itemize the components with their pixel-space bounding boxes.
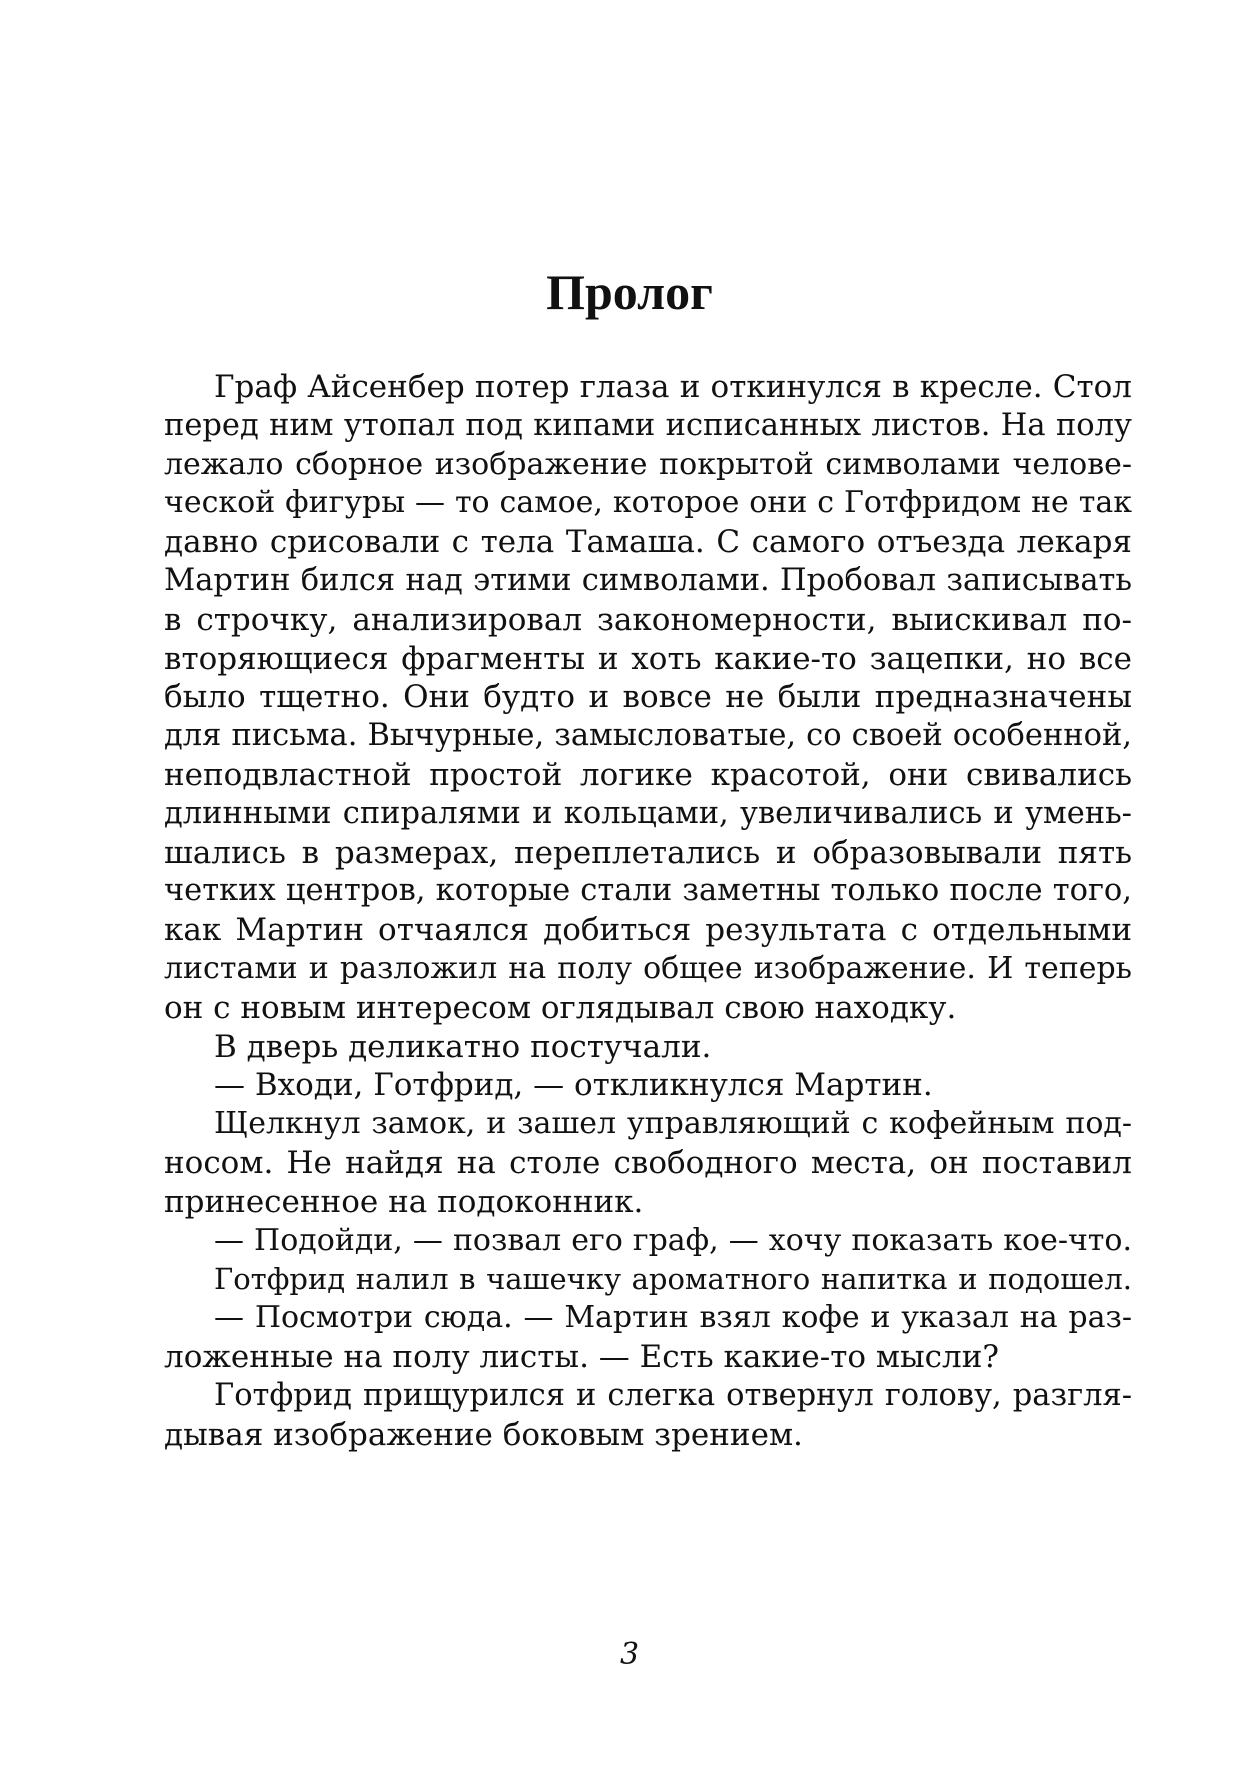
text-line: Мартин бился над этими символами. Пробовал записывать [164,562,1132,598]
text-line: В дверь деликатно постучали. [214,1028,712,1065]
text-line: перед ним утопал под кипами исписанных листов. На полу [164,407,1132,443]
text-line: Щелкнул замок, и зашел управляющий с кофейным под- [214,1106,1132,1142]
text-line: — Подойди, — позвал его граф, — хочу показать кое-что. [214,1222,1132,1258]
text-line: в строчку, анализировал закономерности, выискивал по- [164,601,1132,638]
text-line: четких центров, которые стали заметны только после того, [164,873,1132,909]
text-line: ложенные на полу листы. — Есть какие-то мысли? [164,1338,1000,1375]
text-line: давно срисовали с тела Тамаша. С самого отъезда лекаря [164,524,1132,561]
text-line: шались в размерах, переплетались и образовывали пять [164,834,1132,871]
text-line: вторяющиеся фрагменты и хоть какие-то зацепки, но все [164,640,1132,677]
page-number: 3 [619,1637,640,1672]
text-line: ческой фигуры — то самое, которое они с Готфридом не так [164,485,1132,521]
text-line: неподвластной простой логике красотой, они свивались [164,756,1132,793]
text-line: — Посмотри сюда. — Мартин взял кофе и указал на раз- [214,1300,1132,1336]
body-text [164,368,1132,1454]
chapter-title: Пролог [546,264,713,320]
text-line: — Входи, Готфрид, — откликнулся Мартин. [214,1067,933,1104]
text-line: листами и разложил на полу общее изображение. И теперь [164,950,1132,986]
text-line: дывая изображение боковым зрением. [164,1416,803,1453]
text-line: Граф Айсенбер потер глаза и откинулся в кресле. Стол [214,369,1132,405]
text-line: длинными спиралями и кольцами, увеличивались и умень- [164,795,1132,831]
text-line: принесенное на подоконник. [164,1183,644,1220]
text-line: Готфрид налил в чашечку ароматного напитка и подошел. [214,1262,1132,1297]
text-line: было тщетно. Они будто и вовсе не были предназначены [164,679,1132,716]
text-line: для письма. Вычурные, замысловатые, со своей особенной, [164,718,1132,754]
text-line: как Мартин отчаялся добиться результата с отдельными [164,912,1132,949]
text-line: Готфрид прищурился и слегка отвернул голову, разгля- [214,1377,1132,1413]
text-line: лежало сборное изображение покрытой символами челове- [164,446,1132,482]
text-line: он с новым интересом оглядывал свою находку. [164,989,957,1026]
text-line: носом. Не найдя на столе свободного места, он поставил [164,1144,1132,1181]
